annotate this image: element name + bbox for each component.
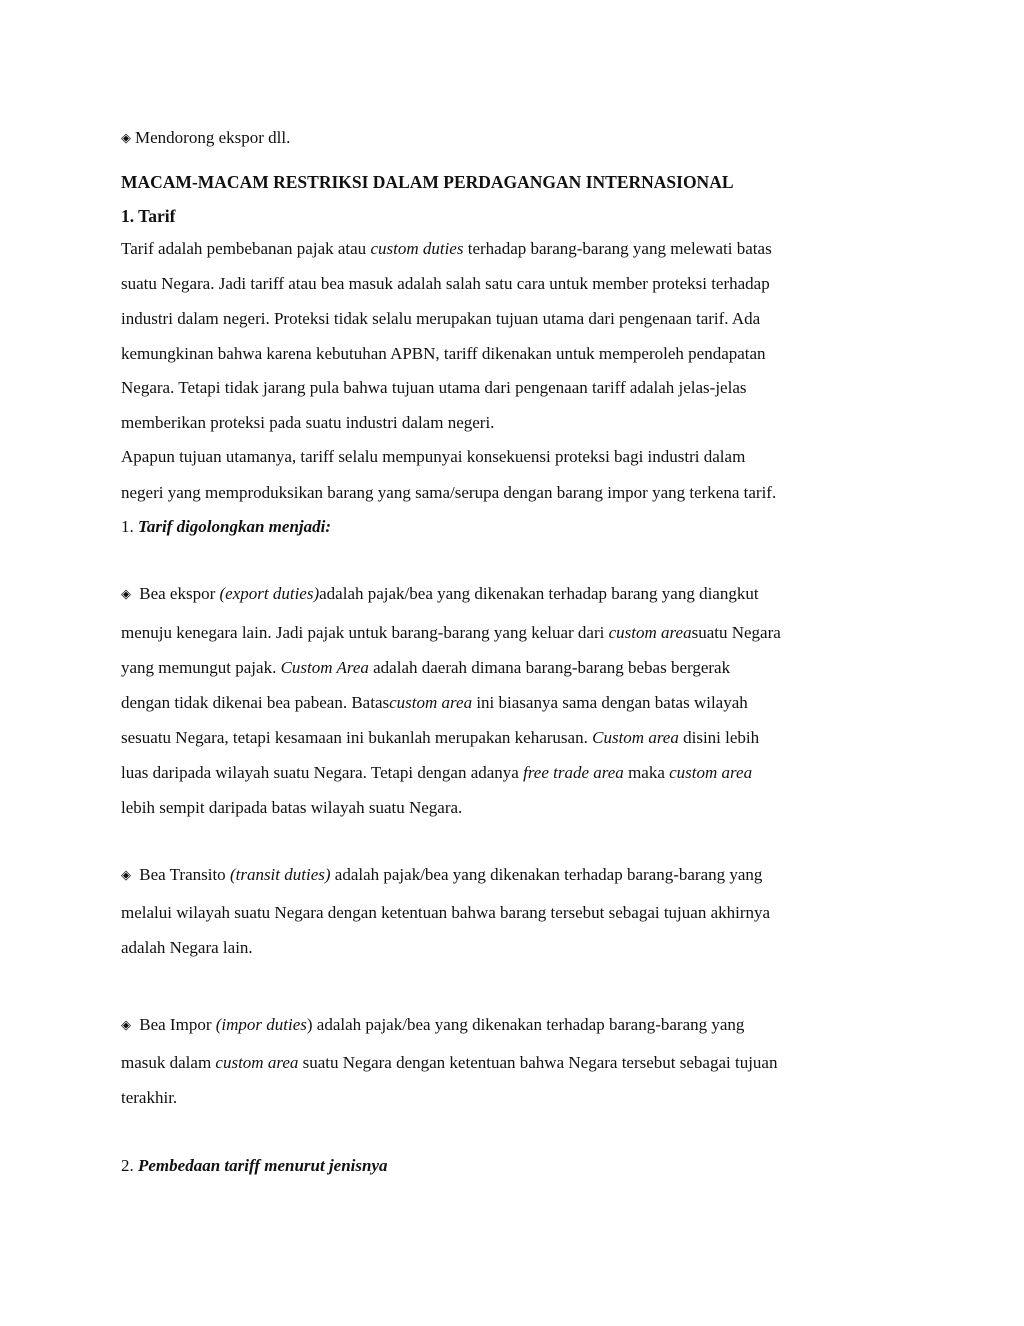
- text-run: adalah daerah dimana barang-barang bebas bergerak: [368, 658, 731, 677]
- text-run: Bea Transito: [135, 865, 230, 884]
- ekspor-line: [121, 622, 781, 644]
- diamond-bullet-icon: ◈: [121, 867, 131, 882]
- text-run: luas daripada wilayah suatu Negara. Tetapi dengan adanya: [121, 763, 524, 782]
- text-run: suatu Negara dengan ketentuan bahwa Negara tersebut sebagai tujuan: [298, 1053, 778, 1072]
- list-title: Pembedaan tariff menurut jenisnya: [138, 1156, 388, 1175]
- para1-line: suatu Negara. Jadi tariff atau bea masuk adalah salah satu cara untuk member proteksi terhadap: [121, 274, 770, 293]
- para1-line: industri dalam negeri. Proteksi tidak selalu merupakan tujuan utama dari pengenaan tarif. Ada: [121, 309, 761, 328]
- para1-line: [121, 238, 772, 260]
- diamond-bullet-icon: ◈: [121, 1017, 131, 1032]
- italic-term: (transit duties): [229, 865, 331, 884]
- ekspor-line: [121, 583, 759, 606]
- text-run: sesuatu Negara, tetapi kesamaan ini bukanlah merupakan keharusan.: [121, 728, 593, 747]
- ekspor-line: [121, 762, 752, 784]
- ekspor-line: lebih sempit daripada batas wilayah suatu Negara.: [121, 798, 463, 817]
- intro-text: Mendorong ekspor dll.: [135, 128, 291, 147]
- italic-term: custom area: [215, 1053, 299, 1072]
- text-run: maka: [623, 763, 670, 782]
- list-number: 1.: [121, 517, 138, 536]
- text-run: Tarif adalah pembebanan pajak atau: [121, 239, 371, 258]
- intro-bullet-line: [121, 127, 290, 150]
- transito-line: adalah Negara lain.: [121, 938, 253, 957]
- text-run: dengan tidak dikenai bea pabean. Batas: [121, 693, 390, 712]
- ekspor-line: [121, 657, 730, 679]
- section-heading: MACAM-MACAM RESTRIKSI DALAM PERDAGANGAN INTERNASIONAL: [121, 172, 734, 192]
- list-heading-2: [121, 1155, 388, 1177]
- italic-term: (impor duties: [215, 1015, 307, 1034]
- list-number: 2.: [121, 1156, 138, 1175]
- text-run: suatu Negara: [691, 623, 781, 642]
- italic-term: (export duties): [219, 584, 320, 603]
- italic-term: Custom Area: [280, 658, 369, 677]
- diamond-bullet-icon: ◈: [121, 130, 131, 145]
- para1-line: kemungkinan bahwa karena kebutuhan APBN, tariff dikenakan untuk memperoleh pendapatan: [121, 344, 766, 363]
- text-run: masuk dalam: [121, 1053, 216, 1072]
- impor-line: [121, 1014, 744, 1037]
- para2-line: negeri yang memproduksikan barang yang sama/serupa dengan barang impor yang terkena tarif.: [121, 483, 777, 502]
- italic-term: custom area: [608, 623, 692, 642]
- list-heading-1: [121, 516, 331, 538]
- para1-line: memberikan proteksi pada suatu industri dalam negeri.: [121, 413, 495, 432]
- text-run: ): [306, 1015, 313, 1034]
- text-run: Bea Impor: [135, 1015, 216, 1034]
- italic-term: Custom area: [592, 728, 679, 747]
- impor-line: terakhir.: [121, 1088, 178, 1107]
- italic-term: custom area: [669, 763, 753, 782]
- ekspor-line: [121, 692, 748, 714]
- text-run: adalah pajak/bea yang dikenakan terhadap barang-barang yang: [312, 1015, 745, 1034]
- text-run: yang memungut pajak.: [121, 658, 281, 677]
- italic-term: custom area: [389, 693, 473, 712]
- text-run: Bea ekspor: [135, 584, 220, 603]
- italic-term: custom duties: [370, 239, 464, 258]
- text-run: adalah pajak/bea yang dikenakan terhadap barang yang diangkut: [319, 584, 759, 603]
- text-run: ini biasanya sama dengan batas wilayah: [472, 693, 748, 712]
- diamond-bullet-icon: ◈: [121, 586, 131, 601]
- impor-line: [121, 1052, 777, 1074]
- transito-line: [121, 864, 762, 887]
- list-title: Tarif digolongkan menjadi:: [138, 517, 332, 536]
- text-run: adalah pajak/bea yang dikenakan terhadap barang-barang yang: [330, 865, 763, 884]
- text-run: menuju kenegara lain. Jadi pajak untuk barang-barang yang keluar dari: [121, 623, 609, 642]
- text-run: disini lebih: [678, 728, 760, 747]
- italic-term: free trade area: [523, 763, 624, 782]
- text-run: terhadap barang-barang yang melewati batas: [463, 239, 772, 258]
- para2-line: Apapun tujuan utamanya, tariff selalu mempunyai konsekuensi proteksi bagi industri dalam: [121, 447, 746, 466]
- transito-line: melalui wilayah suatu Negara dengan ketentuan bahwa barang tersebut sebagai tujuan akhirnya: [121, 903, 771, 922]
- para1-line: Negara. Tetapi tidak jarang pula bahwa tujuan utama dari pengenaan tariff adalah jelas-jelas: [121, 378, 747, 397]
- subheading-tarif: 1. Tarif: [121, 206, 176, 226]
- ekspor-line: [121, 727, 759, 749]
